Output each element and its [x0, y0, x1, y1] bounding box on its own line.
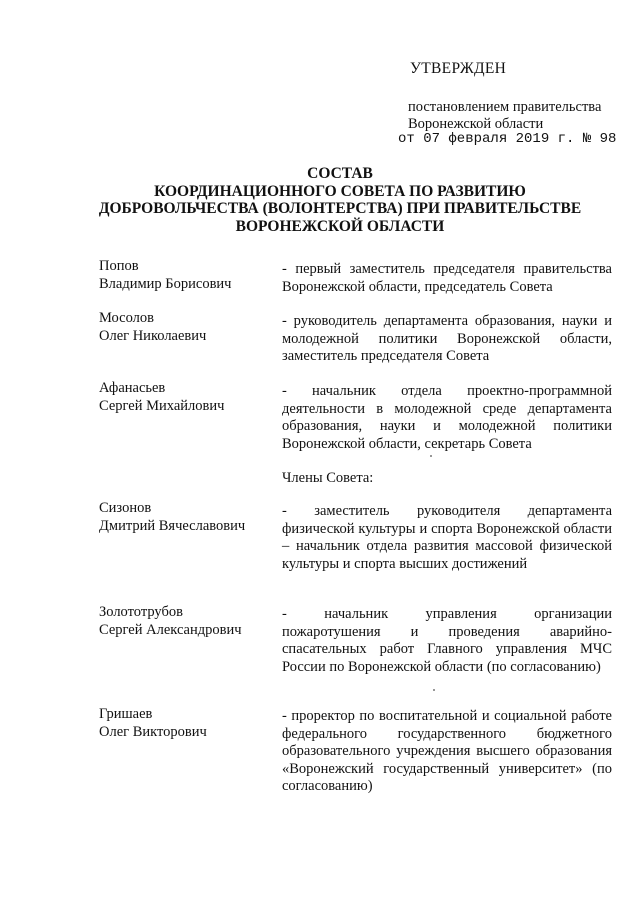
- resolution-text: [408, 99, 618, 133]
- member-name: [99, 310, 279, 345]
- member-role: - начальник управления организации пожаротушения и проведения аварийно-спасательных работ Главного управления МЧС России по Воронежской области (по согласованию): [282, 606, 612, 675]
- member-surname: Мосолов: [99, 310, 154, 326]
- member-given-names: Сергей Александрович: [99, 621, 242, 638]
- member-surname: Гришаев: [99, 706, 153, 722]
- resolution-date-number: от 07 февраля 2019 г. № 98: [398, 131, 617, 147]
- member-given-names: Олег Николаевич: [99, 327, 207, 344]
- member-given-names: Владимир Борисович: [99, 275, 232, 292]
- title-line-4: ВОРОНЕЖСКОЙ ОБЛАСТИ: [235, 217, 445, 235]
- scan-speck: [433, 689, 435, 691]
- member-given-names: Сергей Михайлович: [99, 397, 225, 414]
- member-name: [99, 258, 279, 293]
- member-role: - проректор по воспитательной и социальной работе федерального государственного бюджетного образовательного учреждения высшего образования «Воронежский государственный университет» (по согласованию): [282, 708, 612, 794]
- member-name: [99, 604, 279, 639]
- member-role: - первый заместитель председателя правительства Воронежской области, председатель Совета: [282, 261, 612, 295]
- member-role: - заместитель руководителя департамента физической культуры и спорта Воронежской области – начальник отдела развития массовой физической культуры и спорта высших достижений: [282, 503, 612, 572]
- member-given-names: Дмитрий Вячеславович: [99, 517, 246, 534]
- title-line-2: КООРДИНАЦИОННОГО СОВЕТА ПО РАЗВИТИЮ: [154, 182, 526, 200]
- member-role: - руководитель департамента образования, науки и молодежной политики Воронежской области, заместитель председателя Совета: [282, 313, 612, 364]
- title-line-1: СОСТАВ: [307, 165, 373, 182]
- scan-speck: [430, 455, 432, 457]
- member-surname: Золототрубов: [99, 604, 183, 620]
- member-name: [99, 500, 279, 535]
- title-line-3: ДОБРОВОЛЬЧЕСТВА (ВОЛОНТЕРСТВА) ПРИ ПРАВИТЕЛЬСТВЕ: [98, 200, 582, 217]
- member-name: [99, 706, 279, 741]
- member-surname: Сизонов: [99, 500, 152, 516]
- member-given-names: Олег Викторович: [99, 723, 207, 740]
- document-title: [60, 165, 620, 235]
- approved-stamp: УТВЕРЖДЕН: [410, 60, 507, 77]
- resolution-line-2: Воронежской области: [408, 116, 544, 132]
- member-name: [99, 380, 279, 415]
- member-surname: Попов: [99, 258, 139, 274]
- resolution-line-1: постановлением правительства: [408, 99, 602, 115]
- member-surname: Афанасьев: [99, 380, 166, 396]
- member-role: - начальник отдела проектно-программной деятельности в молодежной среде департамента образования, науки и молодежной политики Воронежской области, секретарь Совета: [282, 383, 612, 452]
- members-label: Члены Совета:: [282, 470, 374, 486]
